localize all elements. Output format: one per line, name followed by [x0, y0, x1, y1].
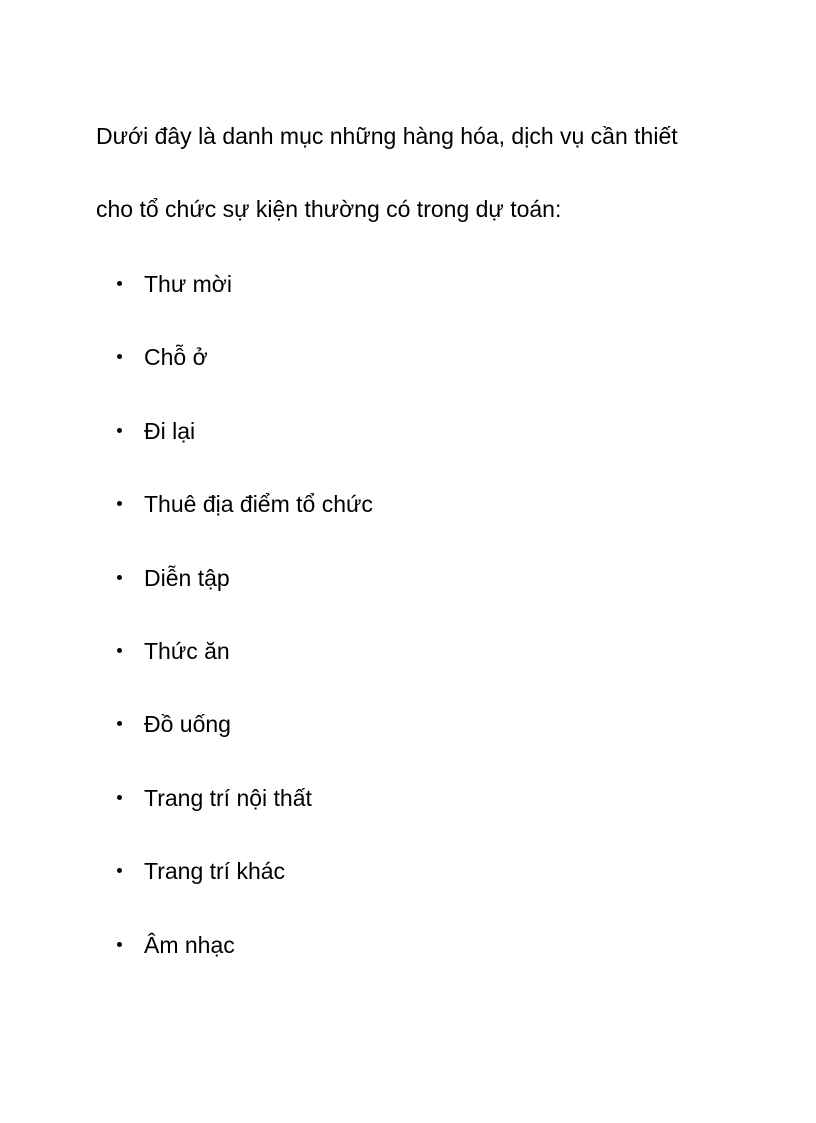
- list-item-label: Trang trí nội thất: [144, 784, 312, 811]
- bullet-icon: [117, 868, 122, 873]
- list-item-label: Âm nhạc: [144, 931, 235, 958]
- bullet-icon: [117, 721, 122, 726]
- bullet-icon: [117, 575, 122, 580]
- list-item-label: Diễn tập: [144, 564, 230, 591]
- bullet-icon: [117, 428, 122, 433]
- list-item-label: Thuê địa điểm tổ chức: [144, 491, 373, 518]
- list-item-label: Trang trí khác: [144, 858, 286, 885]
- intro-line-2: cho tổ chức sự kiện thường có trong dự toán:: [96, 196, 562, 222]
- intro-paragraph: [96, 100, 776, 246]
- list-item-label: Thư mời: [144, 271, 232, 297]
- list-item-label: Chỗ ở: [144, 344, 208, 371]
- bullet-icon: [117, 648, 122, 653]
- list-item-label: Đi lại: [144, 417, 196, 444]
- bullet-icon: [117, 501, 122, 506]
- bullet-icon: [117, 281, 122, 286]
- bullet-icon: [117, 942, 122, 947]
- bullet-icon: [117, 354, 122, 359]
- intro-line-1: Dưới đây là danh mục những hàng hóa, dịch vụ cần thiết: [96, 123, 678, 149]
- list-item-label: Đồ uống: [144, 711, 231, 738]
- bullet-icon: [117, 795, 122, 800]
- list-item-label: Thức ăn: [144, 637, 230, 664]
